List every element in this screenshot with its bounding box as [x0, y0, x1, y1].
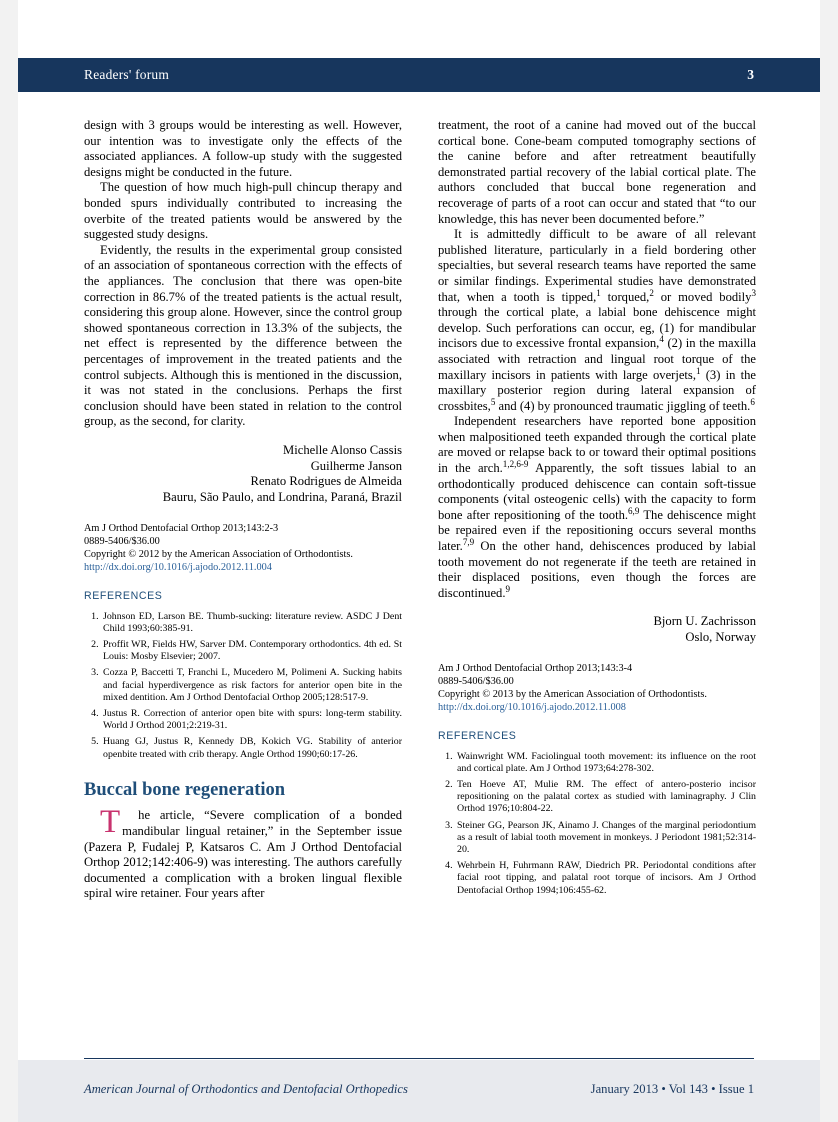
- footer-rule: [84, 1058, 754, 1059]
- citation-marker: 6: [750, 396, 755, 407]
- drop-cap: T: [100, 804, 121, 841]
- paragraph: [438, 227, 756, 414]
- page-number: 3: [747, 67, 754, 82]
- paragraph: treatment, the root of a canine had moved out of the buccal cortical bone. Cone-beam computed tomography sections of the canine before and after retreatment beautifully demonstrated partial recovery of the labial cortical plate. The authors concluded that buccal bone regeneration and recoverage of parts of a root can occur and stated that “to our knowledge, this has never been documented before.”: [438, 118, 756, 226]
- footer-journal-name: American Journal of Orthodontics and Dentofacial Orthopedics: [84, 1082, 408, 1096]
- paragraph-text: he article, “Severe complication of a bonded mandibular lingual retainer,” in the September issue (Pazera P, Fudalej P, Katsaros C. Am J Orthod Dentofacial Orthop 2012;142:406-9) was interesting. The authors carefully documented a complication with a broken lingual flexible spiral wire retainer. Four years after: [84, 808, 402, 901]
- reference-item: 2. Proffit WR, Fields HW, Sarver DM. Contemporary orthodontics. 4th ed. St Louis: Mosby Elsevier; 2007.: [101, 639, 402, 663]
- copyright-line: Copyright © 2012 by the American Association of Orthodontists.: [84, 549, 353, 561]
- text-run: Independent researchers have reported bone apposition when malpositioned teeth expanded through the cortical plate are moved or relapse back to or toward their optimal positions in the arch.: [438, 414, 756, 476]
- page-edge-left: [0, 0, 18, 1122]
- author-affiliation: Bauru, São Paulo, and Londrina, Paraná, Brazil: [162, 490, 402, 505]
- issn-line: 0889-5406/$36.00: [84, 536, 160, 548]
- citation-marker: 1: [695, 365, 701, 376]
- text-run: Apparently, the soft tissues labial to an orthodontically produced dehiscence can contain soft-tissue components (vital osteogenic cells) with the capacity to form bone after repositioning of the tooth.: [438, 461, 756, 522]
- issn-line: 0889-5406/$36.00: [438, 676, 514, 687]
- reference-item: 5. Huang GJ, Justus R, Kennedy DB, Kokich VG. Stability of anterior openbite treated with crib therapy. Angle Orthod 1990;60:17-26.: [101, 736, 402, 760]
- text-run: torqued,: [600, 289, 650, 304]
- text-run: The dehiscence might be repaired even if the repositioning occurs several months later.: [438, 507, 756, 554]
- paragraph: design with 3 groups would be interesting as well. However, our intention was to investigate only the effects of the associated appliances. A follow-up study with the suggested designs might be conducted in the future.: [84, 118, 402, 179]
- author-affiliation: Oslo, Norway: [685, 630, 756, 645]
- text-run: On the other hand, dehiscences produced by labial tooth movement do not regenerate if the teeth are retained in their displaced positions, even though the forces are discontinued.: [438, 539, 756, 600]
- citation-marker: 7,9: [462, 536, 475, 547]
- reference-item: 3. Steiner GG, Pearson JK, Ainamo J. Changes of the marginal periodontium as a result of labial tooth movement in monkeys. J Periodont 1981;52:314-20.: [455, 820, 756, 857]
- article-metadata: [438, 662, 756, 714]
- citation-marker: 2: [649, 287, 654, 298]
- running-header-title: Readers' forum: [84, 67, 170, 82]
- doi-link[interactable]: http://dx.doi.org/10.1016/j.ajodo.2012.11.008: [438, 702, 626, 713]
- author-name: Michelle Alonso Cassis: [283, 442, 402, 457]
- reference-item: 1. Wainwright WM. Faciolingual tooth movement: its influence on the root and cortical plate. Am J Orthod 1973;64:278-302.: [455, 751, 756, 775]
- copyright-line: Copyright © 2013 by the American Association of Orthodontists.: [438, 689, 707, 700]
- running-header: [18, 58, 820, 92]
- citation-marker: 5: [490, 396, 496, 407]
- citation-marker: 9: [505, 583, 511, 594]
- text-run: (3) in the maxillary posterior region during lateral expansion of crossbites,: [438, 367, 756, 413]
- text-run: It is admittedly difficult to be aware of all relevant published literature, particularly in a field bordering other specialties, but several research teams have reported the same or similar findings. Experimental studies have demonstrated that, when a tooth is tipped,: [438, 227, 756, 304]
- author-name: Guilherme Janson: [310, 458, 402, 473]
- reference-item: 2. Ten Hoeve AT, Mulie RM. The effect of antero-posterio incisor repositioning on the palatal cortex as studied with laminagraphy. J Clin Orthod 1976;10:804-22.: [455, 779, 756, 816]
- column-left: [84, 118, 402, 902]
- citation-marker: 1,2,6-9: [502, 458, 529, 469]
- text-run: or moved bodily: [653, 289, 752, 304]
- text-run: through the cortical plate, a labial bone dehiscence might develop. Such perforations can occur, eg, (1) for mandibular incisors due to excessive frontal expansion,: [438, 305, 756, 351]
- page-edge-right: [820, 0, 838, 1122]
- reference-item: 4. Justus R. Correction of anterior open bite with spurs: long-term stability. World J Orthod 2001;2:219-31.: [101, 708, 402, 732]
- citation-marker: 1: [596, 287, 601, 298]
- references-heading: REFERENCES: [438, 730, 517, 742]
- references-heading: REFERENCES: [84, 590, 163, 603]
- paragraph-with-dropcap: [84, 804, 402, 902]
- doi-link[interactable]: http://dx.doi.org/10.1016/j.ajodo.2012.11.004: [84, 562, 272, 574]
- paragraph: The question of how much high-pull chincup therapy and bonded spurs individually contributed to increasing the overbite of the treated patients would be answered by the suggested study designs.: [84, 180, 402, 242]
- references-list: [438, 751, 756, 897]
- citation-marker: 6,9: [628, 505, 640, 516]
- author-signature: [438, 614, 756, 646]
- reference-item: 4. Wehrbein H, Fuhrmann RAW, Diedrich PR. Periodontal conditions after facial root tipping, and palatal root torque of incisors. Am J Orthod Dentofacial Orthop 1994;106:455-62.: [455, 860, 756, 897]
- article-metadata: [84, 522, 402, 574]
- citation-line: Am J Orthod Dentofacial Orthop 2013;143:2-3: [84, 523, 279, 535]
- author-name: Renato Rodrigues de Almeida: [250, 474, 402, 489]
- reference-item: 1. Johnson ED, Larson BE. Thumb-sucking: literature review. ASDC J Dent Child 1993;60:385-91.: [101, 611, 402, 635]
- footer-issue-info: January 2013 • Vol 143 • Issue 1: [590, 1082, 754, 1096]
- text-run: and (4) by pronounced traumatic jiggling of teeth.: [495, 398, 751, 413]
- paragraph: Evidently, the results in the experimental group consisted of an association of spontaneous correction with the effects of the appliances. The conclusion that there was open-bite correction in 86.7% of the treated patients is the actual result, considering this group alone. However, since the control group showed spontaneous correction in 13.3% of the subjects, the net effect is represented by the difference between the percentages of improvement in the treated patients and the control subjects. Although this is mentioned in the discussion, it was not stated in the conclusions. Perhaps the first conclusion should have been stated in relation to the control group, as the second, for clarity.: [84, 242, 402, 429]
- citation-line: Am J Orthod Dentofacial Orthop 2013;143:3-4: [438, 663, 633, 674]
- citation-marker: 4: [659, 334, 664, 345]
- author-signature: [84, 443, 402, 506]
- paragraph: [438, 414, 756, 601]
- article-body: [84, 118, 756, 1048]
- references-list: [84, 611, 402, 761]
- text-run: (2) in the maxilla associated with retraction and lingual root torque of the maxillary incisors in patients with large overjets,: [438, 336, 756, 382]
- column-right: [438, 118, 756, 901]
- citation-marker: 3: [751, 287, 756, 298]
- reference-item: 3. Cozza P, Baccetti T, Franchi L, Mucedero M, Polimeni A. Sucking habits and facial hyperdivergence as risk factors for anterior open bite in the mixed dentition. Am J Orthod Dentofacial Orthop 2005;128:517-9.: [101, 667, 402, 704]
- section-title: Buccal bone regeneration: [84, 779, 286, 800]
- author-name: Bjorn U. Zachrisson: [653, 614, 756, 629]
